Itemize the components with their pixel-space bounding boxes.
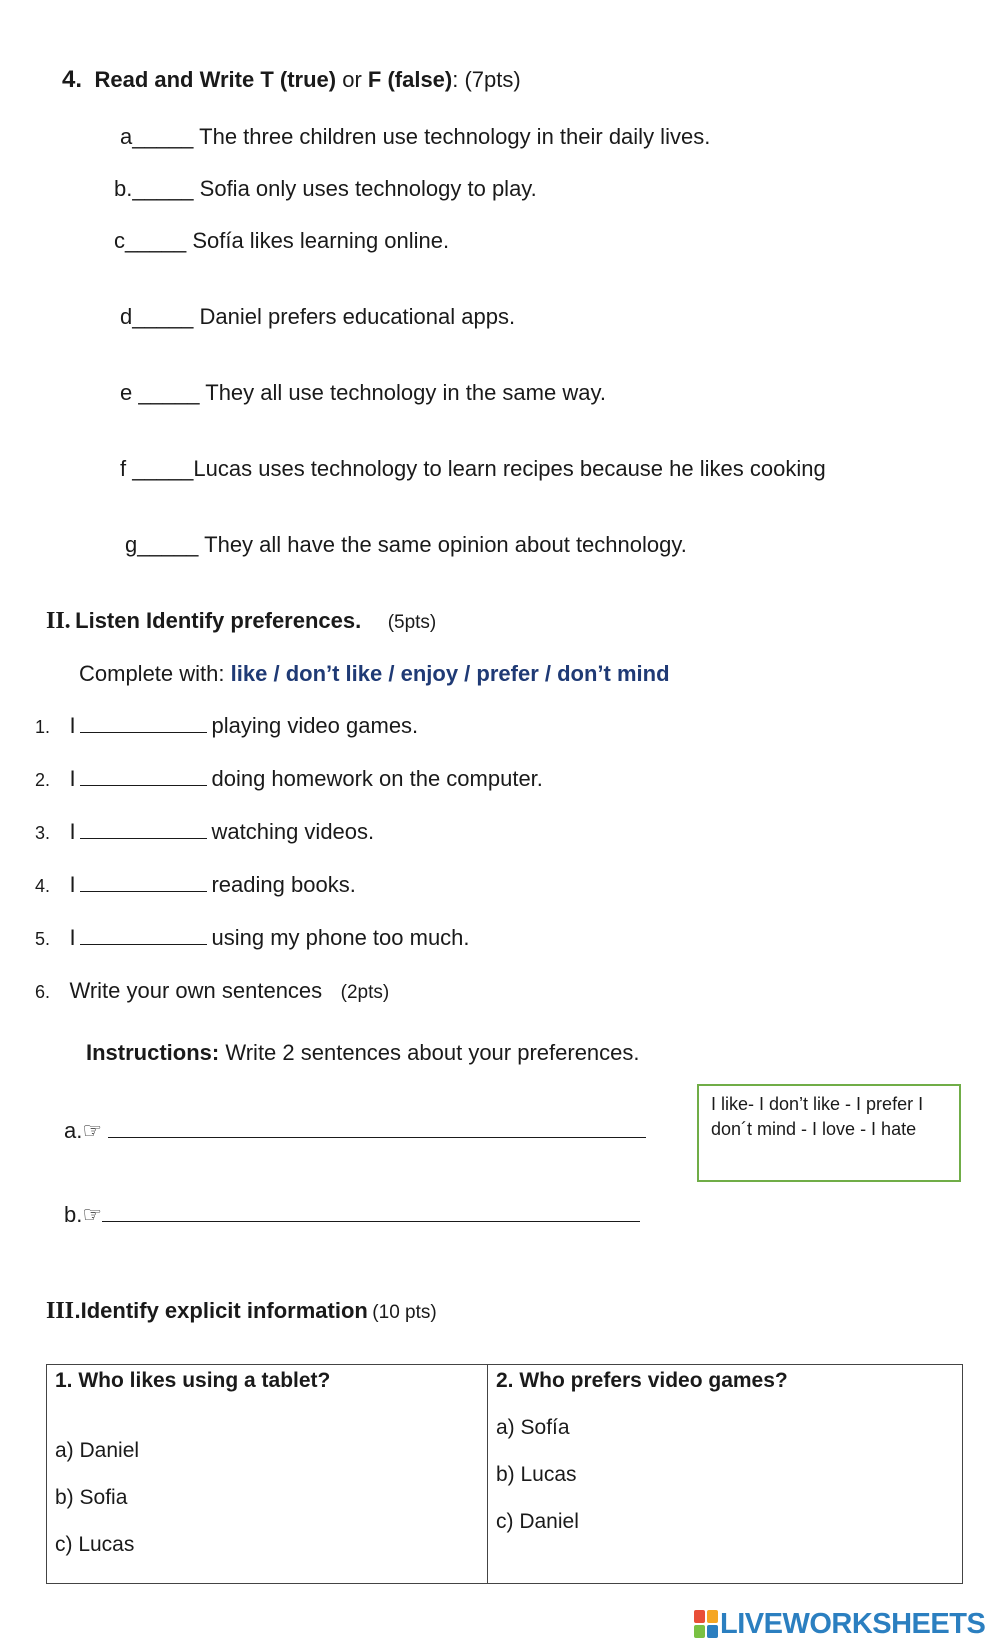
word-separator: / bbox=[538, 661, 558, 686]
pointing-hand-icon: ☞ bbox=[82, 1202, 103, 1227]
instructions bbox=[86, 1040, 640, 1066]
hint-text: I like- I don’t like - I prefer I don´t mind - I love - I hate bbox=[711, 1094, 924, 1139]
liveworksheets-logo bbox=[694, 1608, 985, 1640]
logo-text: LIVEWORKSHEETS bbox=[720, 1607, 986, 1640]
word-option-dont-like: don’t like bbox=[285, 661, 383, 686]
word-bank-label: Complete with: bbox=[79, 661, 225, 686]
tf-answer-blank[interactable]: a_____ bbox=[120, 124, 194, 149]
fill-blank[interactable] bbox=[80, 714, 207, 733]
section3-title: .Identify explicit information bbox=[74, 1298, 368, 1323]
line-label: a. bbox=[64, 1118, 83, 1143]
fill-sentence-4 bbox=[35, 872, 356, 898]
question-title: 1. Who likes using a tablet? bbox=[55, 1369, 331, 1392]
word-bank bbox=[79, 661, 670, 687]
sentence-rest: watching videos. bbox=[211, 819, 375, 844]
hint-box bbox=[697, 1084, 961, 1182]
section2-heading bbox=[46, 608, 436, 635]
list-number: 6. bbox=[35, 982, 51, 1002]
tf-item-e bbox=[120, 380, 606, 406]
writing-line-b bbox=[64, 1202, 640, 1228]
tf-answer-blank[interactable]: e _____ bbox=[120, 380, 200, 405]
tf-answer-blank[interactable]: f _____ bbox=[120, 456, 194, 481]
answer-option[interactable]: a) Daniel bbox=[55, 1439, 140, 1462]
fill-sentence-5 bbox=[35, 925, 470, 951]
list-number: 2. bbox=[35, 770, 51, 790]
fill-blank[interactable] bbox=[80, 873, 207, 892]
section3-points: (10 pts) bbox=[372, 1302, 437, 1323]
sentence-rest: playing video games. bbox=[211, 713, 419, 738]
tf-statement: Daniel prefers educational apps. bbox=[199, 304, 516, 329]
section4-number: 4. bbox=[62, 66, 83, 93]
sentence-rest: doing homework on the computer. bbox=[211, 766, 543, 791]
pointing-hand-icon: ☞ bbox=[82, 1118, 103, 1143]
word-separator: / bbox=[458, 661, 477, 686]
section3-heading bbox=[46, 1298, 437, 1325]
sentence-rest: using my phone too much. bbox=[211, 925, 470, 950]
tf-item-a bbox=[120, 124, 710, 150]
fill-blank[interactable] bbox=[80, 767, 207, 786]
section3-numeral: III bbox=[46, 1298, 75, 1324]
word-separator: / bbox=[267, 661, 286, 686]
question-title: 2. Who prefers video games? bbox=[496, 1369, 788, 1392]
question-cell-2 bbox=[488, 1365, 963, 1584]
instructions-text: Write 2 sentences about your preferences. bbox=[225, 1040, 640, 1065]
word-option-enjoy: enjoy bbox=[400, 661, 459, 686]
answer-option[interactable]: c) Daniel bbox=[496, 1510, 579, 1533]
fill-blank[interactable] bbox=[80, 926, 207, 945]
tf-statement: The three children use technology in their daily lives. bbox=[199, 124, 711, 149]
sentence-subject: I bbox=[69, 872, 76, 897]
list-number: 1. bbox=[35, 717, 51, 737]
list-number: 4. bbox=[35, 876, 51, 896]
tf-item-c bbox=[114, 228, 449, 254]
list-number: 5. bbox=[35, 929, 51, 949]
item-6 bbox=[35, 978, 389, 1004]
tf-item-f bbox=[120, 456, 826, 482]
question-cell-1 bbox=[47, 1365, 488, 1584]
tf-statement: They all use technology in the same way. bbox=[205, 380, 606, 405]
list-number: 3. bbox=[35, 823, 51, 843]
word-option-prefer: prefer bbox=[476, 661, 539, 686]
tf-item-g bbox=[125, 532, 687, 558]
tf-statement: Lucas uses technology to learn recipes because he likes cooking bbox=[193, 456, 826, 481]
writing-line-input[interactable] bbox=[102, 1203, 640, 1222]
item6-text: Write your own sentences bbox=[69, 978, 323, 1003]
tf-statement: They all have the same opinion about technology. bbox=[204, 532, 687, 557]
fill-sentence-3 bbox=[35, 819, 374, 845]
section2-title: Listen Identify preferences. bbox=[75, 608, 362, 633]
writing-line-input[interactable] bbox=[108, 1119, 646, 1138]
tf-answer-blank[interactable]: c_____ bbox=[114, 228, 187, 253]
instructions-label: Instructions: bbox=[86, 1040, 220, 1065]
tf-answer-blank[interactable]: d_____ bbox=[120, 304, 194, 329]
sentence-subject: I bbox=[69, 819, 76, 844]
sentence-subject: I bbox=[69, 713, 76, 738]
section4-title-true: Read and Write T (true) bbox=[94, 67, 337, 92]
tf-statement: Sofia only uses technology to play. bbox=[199, 176, 537, 201]
tf-item-d bbox=[120, 304, 515, 330]
fill-blank[interactable] bbox=[80, 820, 207, 839]
section2-numeral: II. bbox=[46, 608, 71, 634]
word-separator: / bbox=[382, 661, 401, 686]
answer-option[interactable]: b) Sofia bbox=[55, 1486, 128, 1509]
fill-sentence-1 bbox=[35, 713, 418, 739]
section4-title-or: or bbox=[336, 67, 368, 92]
item6-points: (2pts) bbox=[340, 982, 390, 1003]
tf-statement: Sofía likes learning online. bbox=[192, 228, 450, 253]
sentence-rest: reading books. bbox=[211, 872, 356, 897]
answer-option[interactable]: b) Lucas bbox=[496, 1463, 577, 1486]
tf-answer-blank[interactable]: b._____ bbox=[114, 176, 194, 201]
line-label: b. bbox=[64, 1202, 83, 1227]
writing-line-a bbox=[64, 1118, 646, 1144]
sentence-subject: I bbox=[69, 766, 76, 791]
section2-points: (5pts) bbox=[387, 612, 437, 633]
fill-sentence-2 bbox=[35, 766, 543, 792]
sentence-subject: I bbox=[69, 925, 76, 950]
section4-title-false: F (false) bbox=[367, 67, 453, 92]
logo-mark-icon bbox=[694, 1610, 718, 1638]
questions-table bbox=[46, 1364, 963, 1584]
word-option-like: like bbox=[230, 661, 268, 686]
section4-heading bbox=[62, 66, 521, 94]
tf-answer-blank[interactable]: g_____ bbox=[125, 532, 199, 557]
word-option-dont-mind: don’t mind bbox=[557, 661, 670, 686]
section4-title-points: : (7pts) bbox=[452, 67, 521, 92]
tf-item-b bbox=[114, 176, 537, 202]
answer-option[interactable]: c) Lucas bbox=[55, 1533, 135, 1556]
answer-option[interactable]: a) Sofía bbox=[496, 1416, 570, 1439]
